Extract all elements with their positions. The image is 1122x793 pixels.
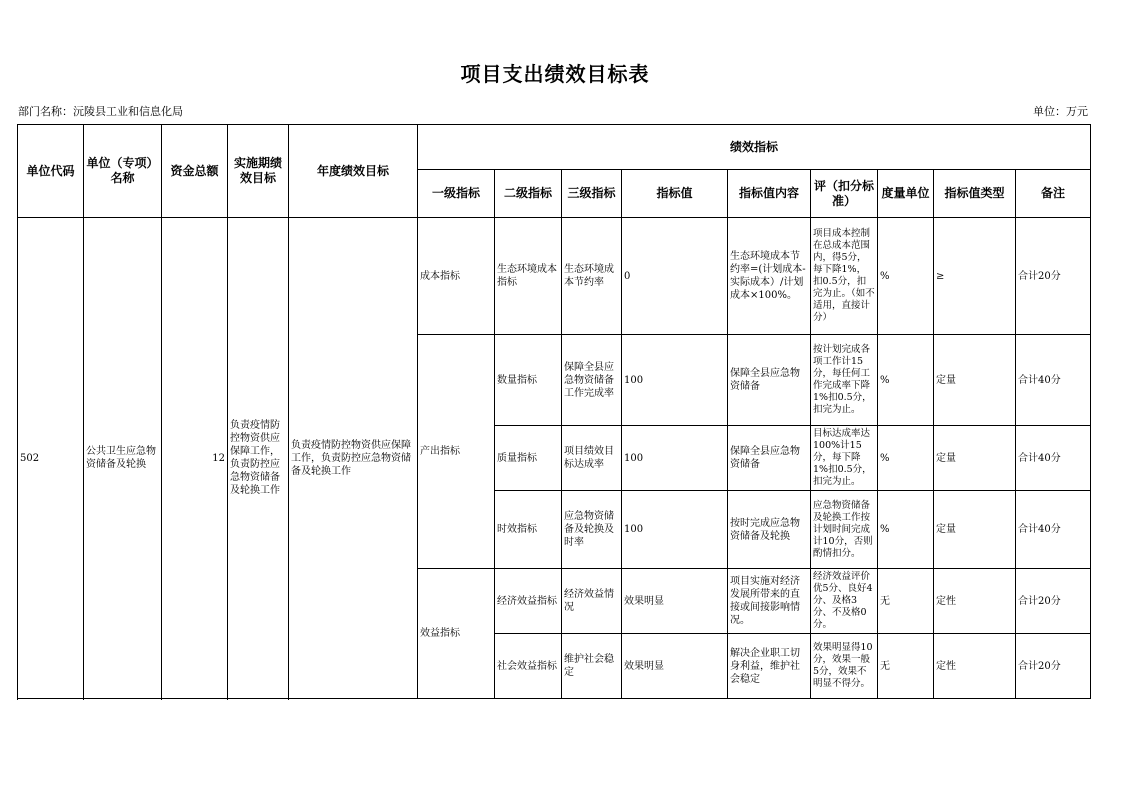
value-cell: 100 <box>622 491 728 569</box>
value-cell: 效果明显 <box>622 569 728 634</box>
value-type-cell: 定性 <box>934 634 1016 699</box>
value-content-cell: 保障全县应急物资储备 <box>728 426 811 491</box>
level2-cell: 社会效益指标 <box>495 634 562 699</box>
remark-cell: 合计20分 <box>1016 218 1091 335</box>
level2-cell: 时效指标 <box>495 491 562 569</box>
annual-goal-cell: 负责疫情防控物资供应保障工作，负责防控应急物资储备及轮换工作 <box>289 218 418 699</box>
header-level2: 二级指标 <box>495 170 562 218</box>
header-remark: 备注 <box>1016 170 1091 218</box>
level2-cell: 质量指标 <box>495 426 562 491</box>
value-type-cell: 定量 <box>934 426 1016 491</box>
remark-cell: 合计20分 <box>1016 634 1091 699</box>
measure-unit-cell: 无 <box>878 569 934 634</box>
value-type-cell: ≥ <box>934 218 1016 335</box>
value-content-cell: 生态环境成本节约率=(计划成本-实际成本）/计划成本×100%。 <box>728 218 811 335</box>
level3-cell: 经济效益情况 <box>562 569 622 634</box>
header-unit-name: 单位（专项）名称 <box>84 125 162 218</box>
value-type-cell: 定性 <box>934 569 1016 634</box>
period-goal-cell: 负责疫情防控物资供应保障工作，负责防控应急物资储备及轮换工作 <box>228 218 289 699</box>
header-value-content: 指标值内容 <box>728 170 811 218</box>
unit-name-cell: 公共卫生应急物资储备及轮换 <box>84 218 162 699</box>
level1-output-cell: 产出指标 <box>418 335 495 569</box>
level2-cell: 生态环境成本指标 <box>495 218 562 335</box>
value-cell: 100 <box>622 335 728 426</box>
header-performance-indicators: 绩效指标 <box>418 125 1091 170</box>
header-fund-total: 资金总额 <box>162 125 228 218</box>
header-unit-code: 单位代码 <box>18 125 84 218</box>
remark-cell: 合计40分 <box>1016 335 1091 426</box>
scoring-cell: 按计划完成各项工作计15分，每任何工作完成率下降1%扣0.5分，扣完为止。 <box>811 335 878 426</box>
header-value-type: 指标值类型 <box>934 170 1016 218</box>
level3-cell: 维护社会稳定 <box>562 634 622 699</box>
department-label: 部门名称：沅陵县工业和信息化局 <box>18 105 183 118</box>
level1-benefit-cell: 效益指标 <box>418 569 495 699</box>
scoring-cell: 目标达成率达100%计15分，每下降1%扣0.5分，扣完为止。 <box>811 426 878 491</box>
value-cell: 100 <box>622 426 728 491</box>
value-content-cell: 保障全县应急物资储备 <box>728 335 811 426</box>
measure-unit-cell: % <box>878 491 934 569</box>
level3-cell: 保障全县应急物资储备工作完成率 <box>562 335 622 426</box>
value-type-cell: 定量 <box>934 335 1016 426</box>
value-content-cell: 按时完成应急物资储备及轮换 <box>728 491 811 569</box>
measure-unit-cell: % <box>878 426 934 491</box>
value-type-cell: 定量 <box>934 491 1016 569</box>
measure-unit-cell: % <box>878 218 934 335</box>
header-annual-goal: 年度绩效目标 <box>289 125 418 218</box>
level3-cell: 应急物资储备及轮换及时率 <box>562 491 622 569</box>
measure-unit-cell: % <box>878 335 934 426</box>
header-level1: 一级指标 <box>418 170 495 218</box>
performance-goal-table <box>17 124 1091 699</box>
value-cell: 效果明显 <box>622 634 728 699</box>
level3-cell: 生态环境成本节约率 <box>562 218 622 335</box>
scoring-cell: 应急物资储备及轮换工作按计划时间完成计10分，否则酌情扣分。 <box>811 491 878 569</box>
unit-code-cell: 502 <box>18 218 84 699</box>
remark-cell: 合计20分 <box>1016 569 1091 634</box>
header-level3: 三级指标 <box>562 170 622 218</box>
unit-label: 单位：万元 <box>1033 105 1088 118</box>
level2-cell: 经济效益指标 <box>495 569 562 634</box>
remark-cell: 合计40分 <box>1016 491 1091 569</box>
header-value: 指标值 <box>622 170 728 218</box>
scoring-cell: 效果明显得10分，效果一般5分，效果不明显不得分。 <box>811 634 878 699</box>
level1-cost-cell: 成本指标 <box>418 218 495 335</box>
header-scoring: 评（扣分标准） <box>811 170 878 218</box>
value-content-cell: 项目实施对经济发展所带来的直接或间接影响情况。 <box>728 569 811 634</box>
level2-cell: 数量指标 <box>495 335 562 426</box>
header-measure-unit: 度量单位 <box>878 170 934 218</box>
scoring-cell: 经济效益评价优5分、良好4分、及格3分、不及格0分。 <box>811 569 878 634</box>
value-cell: 0 <box>622 218 728 335</box>
scoring-cell: 项目成本控制在总成本范围内，得5分，每下降1%，扣0.5分，扣完为止。（如不适用，直接计分） <box>811 218 878 335</box>
measure-unit-cell: 无 <box>878 634 934 699</box>
level3-cell: 项目绩效目标达成率 <box>562 426 622 491</box>
header-period-goal: 实施期绩效目标 <box>228 125 289 218</box>
remark-cell: 合计40分 <box>1016 426 1091 491</box>
value-content-cell: 解决企业职工切身利益，维护社会稳定 <box>728 634 811 699</box>
table-row <box>18 218 1091 335</box>
fund-total-cell: 12 <box>162 218 228 699</box>
page-title: 项目支出绩效目标表 <box>460 62 650 86</box>
